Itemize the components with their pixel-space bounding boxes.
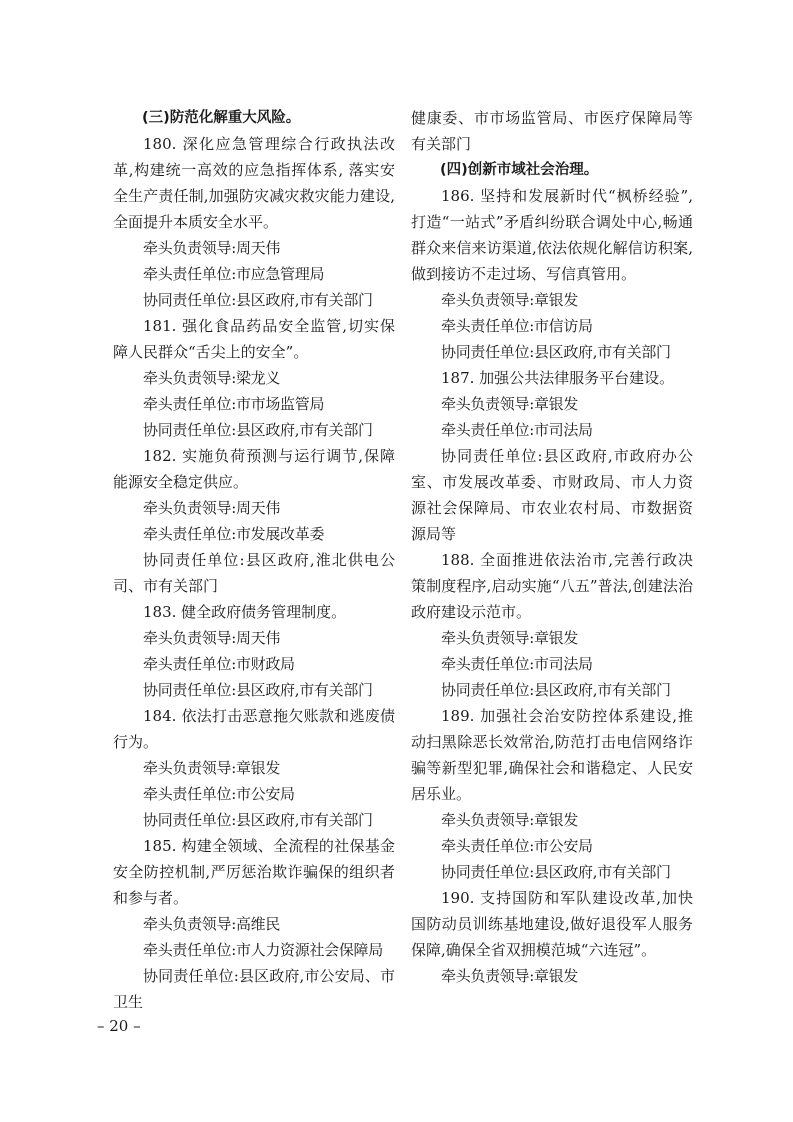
- paragraph: 188. 全面推进依法治市,完善行政决策制度程序,启动实施“八五”普法,创建法治政府建设示范市。: [411, 551, 693, 621]
- page-number: – 20 –: [97, 1017, 141, 1035]
- paragraph: 186. 坚持和发展新时代“枫桥经验”, 打造“一站式”矛盾纠纷联合调处中心,畅通群众来信来访渠道,依法依规化解信访积案,做到接访不走过场、写信真管用。: [411, 187, 693, 283]
- paragraph: 180. 深化应急管理综合行政执法改革,构建统一高效的应急指挥体系, 落实安全生产责任制,加强防灾减灾救灾能力建设,全面提升本质安全水平。: [113, 135, 395, 231]
- responsibility-line: 牵头负责领导:章银发: [441, 395, 579, 413]
- left-column: [113, 105, 395, 1015]
- responsibility-line: 协同责任单位:县区政府,市有关部门: [441, 343, 671, 361]
- responsibility-line: 协同责任单位:县区政府,市有关部门: [441, 681, 671, 699]
- responsibility-line: 牵头责任单位:市司法局: [441, 655, 593, 673]
- responsibility-line: 牵头负责领导:章银发: [441, 629, 579, 647]
- responsibility-line: 牵头负责领导:周天伟: [143, 629, 281, 647]
- responsibility-line: 牵头责任单位:市公安局: [441, 837, 593, 855]
- paragraph-continuation: 健康委、市市场监管局、市医疗保障局等有关部门: [411, 109, 693, 153]
- responsibility-line: 牵头责任单位:市应急管理局: [143, 265, 325, 283]
- paragraph: 183. 健全政府债务管理制度。: [143, 603, 347, 621]
- responsibility-line: 牵头负责领导:章银发: [441, 811, 579, 829]
- paragraph: 181. 强化食品药品安全监管,切实保障人民群众“舌尖上的安全”。: [113, 317, 395, 361]
- right-column: [411, 105, 693, 989]
- responsibility-line: 牵头责任单位:市信访局: [441, 317, 593, 335]
- paragraph: 协同责任单位:县区政府,市政府办公室、市发展改革委、市财政局、市人力资源社会保障局、市农业农村局、市数据资源局等: [411, 447, 693, 543]
- responsibility-line: 牵头负责领导:梁龙义: [143, 369, 281, 387]
- responsibility-line: 协同责任单位:县区政府,市有关部门: [143, 421, 373, 439]
- section-heading: (三)防范化解重大风险。: [142, 110, 301, 126]
- responsibility-line: 协同责任单位:县区政府,市有关部门: [143, 681, 373, 699]
- responsibility-line: 牵头负责领导:章银发: [143, 759, 281, 777]
- responsibility-line: 牵头责任单位:市财政局: [143, 655, 295, 673]
- responsibility-line: 牵头负责领导:高维民: [143, 915, 281, 933]
- responsibility-line: 牵头责任单位:市人力资源社会保障局: [143, 941, 383, 959]
- responsibility-line: 牵头负责领导:周天伟: [143, 239, 281, 257]
- responsibility-line: 牵头负责领导:章银发: [441, 291, 579, 309]
- paragraph: 185. 构建全领域、全流程的社保基金安全防控机制,严厉惩治欺诈骗保的组织者和参与者。: [113, 837, 395, 907]
- responsibility-line: 牵头责任单位:市市场监管局: [143, 395, 325, 413]
- paragraph: 协同责任单位:县区政府,淮北供电公司、市有关部门: [113, 551, 395, 595]
- paragraph: 协同责任单位:县区政府,市公安局、市卫生: [113, 967, 395, 1011]
- responsibility-line: 牵头责任单位:市公安局: [143, 785, 295, 803]
- responsibility-line: 牵头负责领导:章银发: [441, 967, 579, 985]
- responsibility-line: 牵头负责领导:周天伟: [143, 499, 281, 517]
- paragraph: 184. 依法打击恶意拖欠账款和逃废债行为。: [113, 707, 395, 751]
- section-heading: (四)创新市域社会治理。: [440, 162, 599, 178]
- paragraph: 182. 实施负荷预测与运行调节,保障能源安全稳定供应。: [113, 447, 395, 491]
- paragraph: 190. 支持国防和军队建设改革,加快国防动员训练基地建设,做好退役军人服务保障,确保全省双拥模范城“六连冠”。: [411, 889, 693, 959]
- responsibility-line: 协同责任单位:县区政府,市有关部门: [143, 811, 373, 829]
- responsibility-line: 牵头责任单位:市发展改革委: [143, 525, 325, 543]
- paragraph: 189. 加强社会治安防控体系建设,推动扫黑除恶长效常治,防范打击电信网络诈骗等新型犯罪,确保社会和谐稳定、人民安居乐业。: [411, 707, 693, 803]
- responsibility-line: 协同责任单位:县区政府,市有关部门: [143, 291, 373, 309]
- responsibility-line: 协同责任单位:县区政府,市有关部门: [441, 863, 671, 881]
- responsibility-line: 牵头责任单位:市司法局: [441, 421, 593, 439]
- paragraph: 187. 加强公共法律服务平台建设。: [441, 369, 675, 387]
